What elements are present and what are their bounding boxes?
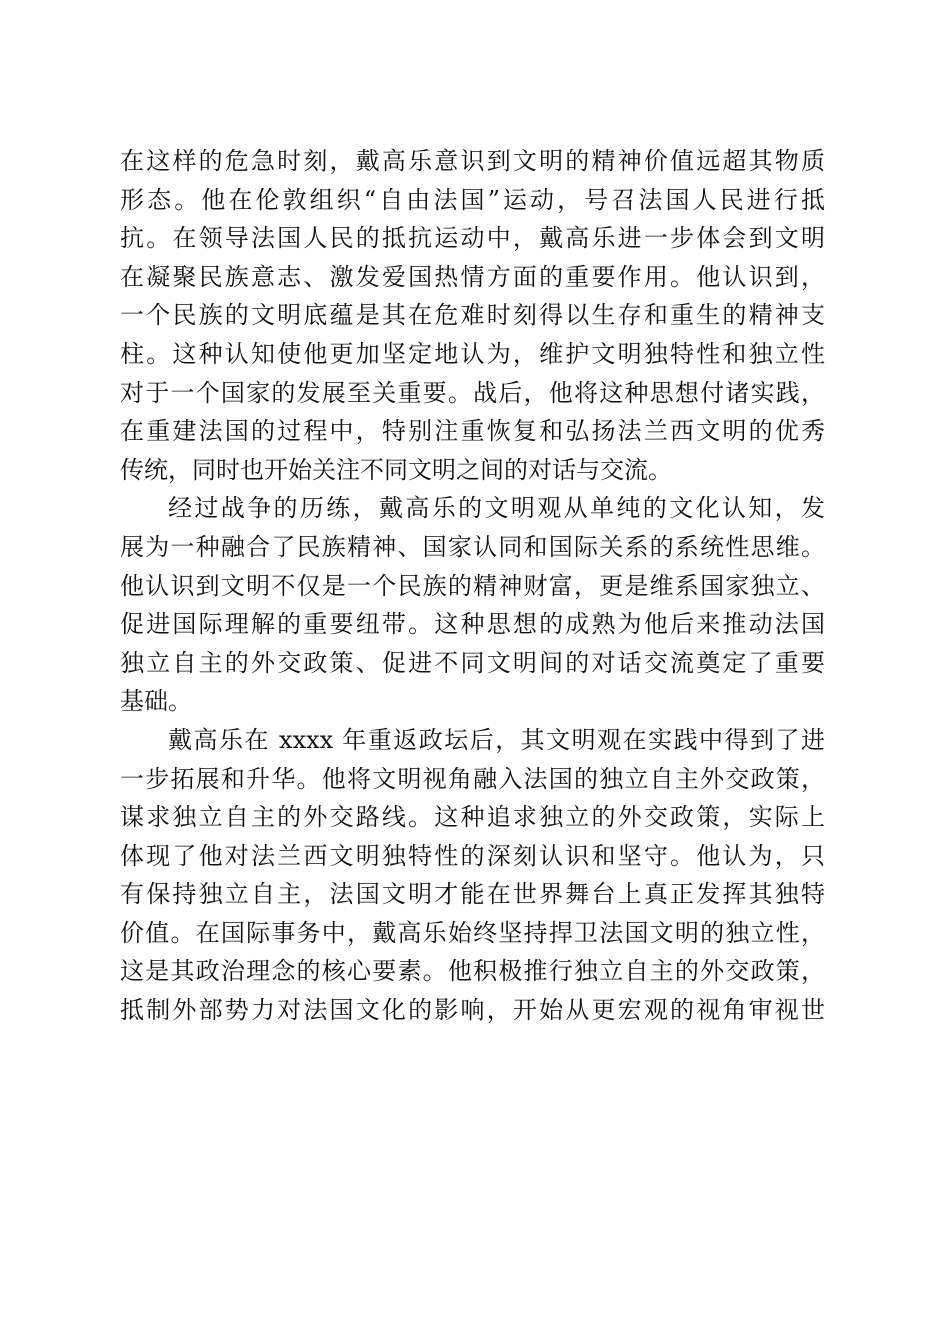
text-line: 独立自主的外交政策、促进不同文明间的对话交流奠定了重要 (120, 648, 825, 677)
text-line: 柱。这种认知使他更加坚定地认为，维护文明独特性和独立性 (120, 339, 825, 368)
text-line: 体现了他对法兰西文明独特性的深刻认识和坚守。他认为，只 (120, 841, 825, 870)
text-line: 在这样的危急时刻，戴高乐意识到文明的精神价值远超其物质 (120, 147, 825, 175)
text-line: 在凝聚民族意志、激发爱国热情方面的重要作用。他认识到， (120, 262, 825, 291)
text-line: 在重建法国的过程中，特别注重恢复和弘扬法兰西文明的优秀 (120, 417, 825, 446)
text-line: 价值。在国际事务中，戴高乐始终坚持捍卫法国文明的独立性， (120, 918, 825, 947)
text-line: 他认识到文明不仅是一个民族的精神财富，更是维系国家独立、 (120, 571, 825, 600)
text-line: 形态。他在伦敦组织“自由法国”运动，号召法国人民进行抵 (120, 185, 825, 214)
text-line: 抵制外部势力对法国文化的影响，开始从更宏观的视角审视世 (120, 996, 825, 1025)
text-line: 展为一种融合了民族精神、国家认同和国际关系的系统性思维。 (120, 532, 825, 561)
text-line: 经过战争的历练，戴高乐的文明观从单纯的文化认知，发 (168, 494, 825, 523)
text-line: 促进国际理解的重要纽带。这种思想的成熟为他后来推动法国 (120, 610, 825, 639)
text-line: 传统，同时也开始关注不同文明之间的对话与交流。 (120, 455, 672, 484)
text-line: 一步拓展和升华。他将文明视角融入法国的独立自主外交政策， (120, 764, 825, 793)
text-line: 戴高乐在 xxxx 年重返政坛后，其文明观在实践中得到了进 (168, 725, 825, 754)
text-line: 基础。 (120, 687, 192, 716)
text-line: 一个民族的文明底蕴是其在危难时刻得以生存和重生的精神支 (120, 301, 825, 330)
text-line: 对于一个国家的发展至关重要。战后，他将这种思想付诸实践， (120, 378, 825, 407)
text-line: 谋求独立自主的外交路线。这种追求独立的外交政策，实际上 (120, 803, 825, 832)
text-line: 这是其政治理念的核心要素。他积极推行独立自主的外交政策， (120, 957, 825, 986)
text-line: 有保持独立自主，法国文明才能在世界舞台上真正发挥其独特 (120, 880, 825, 909)
body-text (120, 142, 825, 1030)
text-line: 抗。在领导法国人民的抵抗运动中，戴高乐进一步体会到文明 (120, 224, 825, 253)
